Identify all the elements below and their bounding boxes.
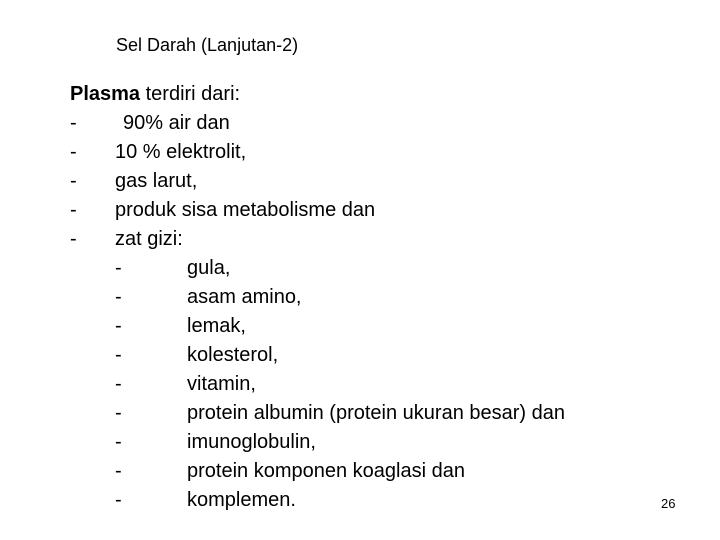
list-item-text: 90% air dan — [123, 112, 230, 134]
sublist-item-text: vitamin, — [187, 373, 256, 395]
page-number: 26 — [661, 496, 676, 511]
list-item-text: produk sisa metabolisme dan — [115, 199, 376, 221]
sublist-item-text: komplemen. — [187, 489, 296, 511]
sublist-dash: - — [115, 460, 122, 482]
sublist-item-text: protein komponen koaglasi dan — [187, 460, 465, 482]
sublist-dash: - — [115, 315, 122, 337]
list-item-text: zat gizi: — [115, 228, 183, 250]
sublist-dash: - — [115, 431, 122, 453]
sublist-dash: - — [115, 373, 122, 395]
sublist-dash: - — [115, 489, 122, 511]
sublist-dash: - — [115, 402, 122, 424]
sublist-item-text: asam amino, — [187, 286, 302, 308]
sublist-item-text: protein albumin (protein ukuran besar) dan — [187, 402, 565, 424]
list-dash: - — [70, 170, 77, 192]
heading-bold-term: Plasma — [70, 83, 141, 105]
sublist-item-text: kolesterol, — [187, 344, 279, 366]
sublist-item-text: gula, — [187, 257, 231, 279]
sublist-item-text: lemak, — [187, 315, 246, 337]
heading-rest: terdiri dari: — [140, 83, 241, 105]
list-dash: - — [70, 112, 77, 134]
sublist-dash: - — [115, 344, 122, 366]
list-dash: - — [70, 228, 77, 250]
list-dash: - — [70, 199, 77, 221]
sublist-dash: - — [115, 286, 122, 308]
list-dash: - — [70, 141, 77, 163]
heading-text — [70, 80, 240, 109]
list-item-text: gas larut, — [115, 170, 198, 192]
sublist-dash: - — [115, 257, 122, 279]
list-item-text: 10 % elektrolit, — [115, 141, 247, 163]
slide-title: Sel Darah (Lanjutan-2) — [116, 35, 299, 55]
sublist-item-text: imunoglobulin, — [187, 431, 316, 453]
